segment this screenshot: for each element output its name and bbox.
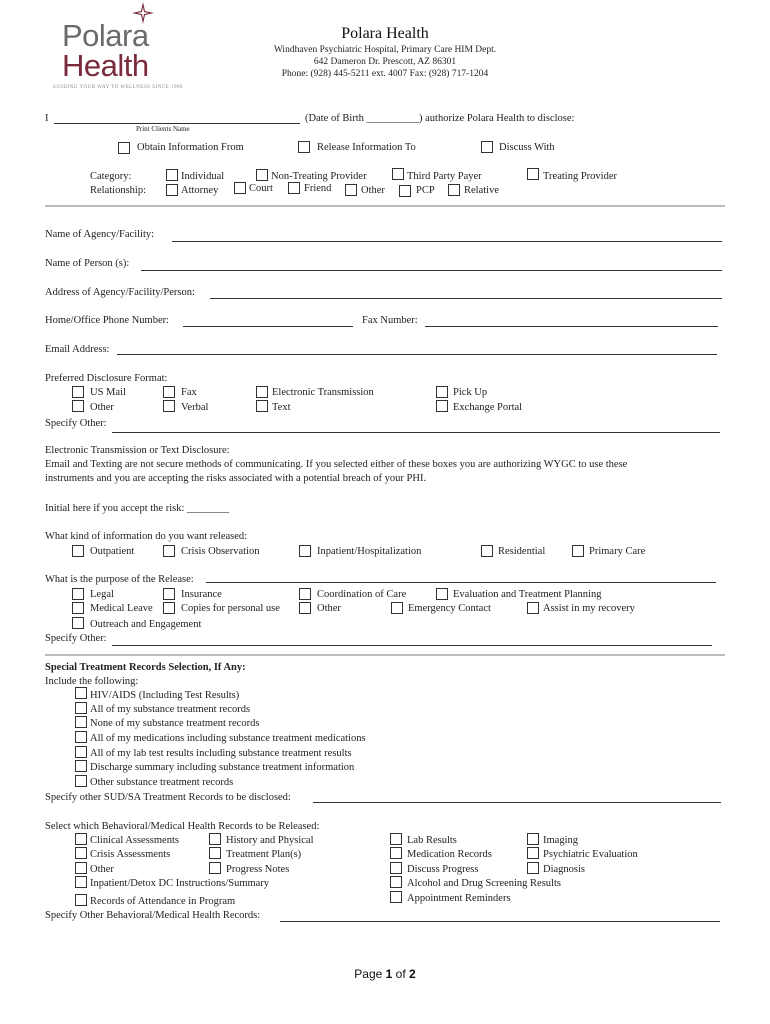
verbal-checkbox[interactable] (163, 400, 175, 412)
fax-field[interactable] (425, 326, 718, 327)
address-line-1: Windhaven Psychiatric Hospital, Primary Care HIM Dept. (273, 45, 497, 55)
format-other-checkbox[interactable] (72, 400, 84, 412)
exchange-portal-label: Exchange Portal (453, 402, 523, 413)
authorize-dob-text: (Date of Birth __________) authorize Polara Health to disclose: (305, 113, 575, 124)
medical-leave-checkbox[interactable] (72, 602, 84, 614)
residential-checkbox[interactable] (481, 545, 493, 557)
special-specify-label: Specify other SUD/SA Treatment Records to be disclosed: (45, 792, 291, 803)
obtain-info-checkbox[interactable] (118, 142, 130, 154)
medical-leave-label: Medical Leave (90, 603, 153, 614)
appointment-reminders-label: Appointment Reminders (407, 893, 511, 904)
residential-label: Residential (498, 546, 546, 557)
address-line-2: 642 Dameron Dr. Prescott, AZ 86301 (313, 57, 457, 67)
info-kind-heading: What kind of information do you want released: (45, 531, 248, 542)
diagnosis-checkbox[interactable] (527, 862, 539, 874)
logo-health: Health (62, 48, 149, 83)
outreach-label: Outreach and Engagement (90, 619, 202, 630)
pcp-label: PCP (416, 185, 435, 196)
behavioral-specify-label: Specify Other Behavioral/Medical Health Records: (45, 910, 261, 921)
copies-personal-label: Copies for personal use (181, 603, 280, 614)
relationship-label: Relationship: (90, 185, 146, 196)
us-mail-label: US Mail (90, 387, 126, 398)
inpatient-checkbox[interactable] (299, 545, 311, 557)
pcp-checkbox[interactable] (399, 185, 411, 197)
section-divider-2 (45, 654, 725, 656)
lab-tests-label: All of my lab test results including substance treatment results (90, 748, 352, 759)
crisis-assessments-label: Crisis Assessments (90, 849, 171, 860)
court-label: Court (249, 183, 273, 194)
insurance-label: Insurance (181, 589, 222, 600)
initial-risk-label: Initial here if you accept the risk: ________ (45, 503, 229, 514)
relative-label: Relative (464, 185, 499, 196)
lab-results-checkbox[interactable] (390, 833, 402, 845)
other-substance-checkbox[interactable] (75, 775, 87, 787)
legal-label: Legal (90, 589, 114, 600)
none-substance-label: None of my substance treatment records (90, 718, 260, 729)
primary-care-checkbox[interactable] (572, 545, 584, 557)
person-label: Name of Person (s): (45, 258, 130, 269)
electronic-warning-1: Email and Texting are not secure methods of communicating. If you selected either of these boxes you are authorizing WYGC to use these (45, 459, 628, 470)
purpose-field[interactable] (206, 582, 716, 583)
friend-checkbox[interactable] (288, 182, 300, 194)
page-total: 2 (409, 967, 416, 981)
individual-checkbox[interactable] (166, 169, 178, 181)
client-name-field[interactable] (54, 123, 300, 124)
appointment-reminders-checkbox[interactable] (390, 891, 402, 903)
lab-results-label: Lab Results (407, 835, 457, 846)
all-substance-checkbox[interactable] (75, 702, 87, 714)
discuss-progress-label: Discuss Progress (407, 864, 479, 875)
outpatient-checkbox[interactable] (72, 545, 84, 557)
evaluation-planning-checkbox[interactable] (436, 588, 448, 600)
imaging-checkbox[interactable] (527, 833, 539, 845)
agency-label: Name of Agency/Facility: (45, 229, 155, 240)
section-divider (45, 205, 725, 207)
insurance-checkbox[interactable] (163, 588, 175, 600)
logo-polara: Polara (62, 18, 149, 53)
pick-up-label: Pick Up (453, 387, 488, 398)
inpatient-detox-checkbox[interactable] (75, 876, 87, 888)
coordination-of-care-checkbox[interactable] (299, 588, 311, 600)
assist-recovery-label: Assist in my recovery (543, 603, 635, 614)
history-physical-checkbox[interactable] (209, 833, 221, 845)
diagnosis-label: Diagnosis (543, 864, 585, 875)
email-label: Email Address: (45, 344, 110, 355)
medication-records-label: Medication Records (407, 849, 492, 860)
format-other-label: Other (90, 402, 114, 413)
category-other-checkbox[interactable] (345, 184, 357, 196)
attorney-checkbox[interactable] (166, 184, 178, 196)
behavioral-heading: Select which Behavioral/Medical Health Records to be Released: (45, 821, 320, 832)
discuss-with-label: Discuss With (499, 142, 555, 153)
clinical-assessments-label: Clinical Assessments (90, 835, 179, 846)
lab-tests-checkbox[interactable] (75, 746, 87, 758)
treating-provider-checkbox[interactable] (527, 168, 539, 180)
medication-records-checkbox[interactable] (390, 847, 402, 859)
outreach-checkbox[interactable] (72, 617, 84, 629)
all-substance-label: All of my substance treatment records (90, 704, 251, 715)
primary-care-label: Primary Care (589, 546, 646, 557)
page-prefix: Page (354, 967, 386, 981)
document-title: Polara Health (341, 25, 429, 42)
text-label: Text (272, 402, 291, 413)
inpatient-detox-label: Inpatient/Detox DC Instructions/Summary (90, 878, 270, 889)
address-field[interactable] (210, 298, 722, 299)
crisis-observation-label: Crisis Observation (181, 546, 260, 557)
page-footer (0, 967, 770, 981)
address-label: Address of Agency/Facility/Person: (45, 287, 195, 298)
psychiatric-evaluation-label: Psychiatric Evaluation (543, 849, 638, 860)
inpatient-label: Inpatient/Hospitalization (317, 546, 422, 557)
release-info-checkbox[interactable] (298, 141, 310, 153)
alcohol-drug-label: Alcohol and Drug Screening Results (407, 878, 561, 889)
relative-checkbox[interactable] (448, 184, 460, 196)
special-include-label: Include the following: (45, 676, 139, 687)
purpose-specify-label: Specify Other: (45, 633, 107, 644)
format-specify-field[interactable] (112, 432, 720, 433)
records-attendance-label: Records of Attendance in Program (90, 896, 236, 907)
imaging-label: Imaging (543, 835, 578, 846)
category-other-label: Other (361, 185, 385, 196)
electronic-transmission-label: Electronic Transmission (272, 387, 374, 398)
special-heading: Special Treatment Records Selection, If Any: (45, 662, 246, 673)
evaluation-planning-label: Evaluation and Treatment Planning (453, 589, 602, 600)
crisis-assessments-checkbox[interactable] (75, 847, 87, 859)
discharge-summary-label: Discharge summary including substance treatment information (90, 762, 355, 773)
progress-notes-label: Progress Notes (226, 864, 290, 875)
court-checkbox[interactable] (234, 182, 246, 194)
text-checkbox[interactable] (256, 400, 268, 412)
email-field[interactable] (117, 354, 717, 355)
emergency-contact-checkbox[interactable] (391, 602, 403, 614)
other-substance-label: Other substance treatment records (90, 777, 234, 788)
purpose-other-label: Other (317, 603, 341, 614)
emergency-contact-label: Emergency Contact (408, 603, 491, 614)
page-number: 1 (385, 967, 393, 981)
electronic-warning-2: instruments and you are accepting the risks associated with a potential breach of your PHI. (45, 473, 427, 484)
treatment-plans-checkbox[interactable] (209, 847, 221, 859)
none-substance-checkbox[interactable] (75, 716, 87, 728)
outpatient-label: Outpatient (90, 546, 135, 557)
discharge-summary-checkbox[interactable] (75, 760, 87, 772)
purpose-heading: What is the purpose of the Release: (45, 574, 194, 585)
us-mail-checkbox[interactable] (72, 386, 84, 398)
clinical-assessments-checkbox[interactable] (75, 833, 87, 845)
crisis-observation-checkbox[interactable] (163, 545, 175, 557)
treatment-plans-label: Treatment Plan(s) (226, 849, 302, 860)
page-of: of (392, 967, 410, 981)
fax-checkbox[interactable] (163, 386, 175, 398)
logo-tagline: GUIDING YOUR WAY TO WELLNESS SINCE 1988 (53, 85, 183, 90)
purpose-other-checkbox[interactable] (299, 602, 311, 614)
phone-label: Home/Office Phone Number: (45, 315, 170, 326)
format-specify-label: Specify Other: (45, 418, 107, 429)
behavioral-specify-field[interactable] (280, 921, 720, 922)
person-field[interactable] (141, 270, 722, 271)
legal-checkbox[interactable] (72, 588, 84, 600)
discuss-with-checkbox[interactable] (481, 141, 493, 153)
non-treating-provider-label: Non-Treating Provider (271, 171, 367, 182)
fax-label: Fax Number: (362, 315, 418, 326)
coordination-of-care-label: Coordination of Care (317, 589, 407, 600)
disclosure-format-heading: Preferred Disclosure Format: (45, 373, 168, 384)
assist-recovery-checkbox[interactable] (527, 602, 539, 614)
fax-option-label: Fax (181, 387, 197, 398)
third-party-payer-label: Third Party Payer (407, 171, 482, 182)
agency-field[interactable] (172, 241, 722, 242)
phone-field[interactable] (183, 326, 353, 327)
hiv-aids-label: HIV/AIDS (Including Test Results) (90, 690, 240, 701)
history-physical-label: History and Physical (226, 835, 314, 846)
medications-checkbox[interactable] (75, 731, 87, 743)
discuss-progress-checkbox[interactable] (390, 862, 402, 874)
pick-up-checkbox[interactable] (436, 386, 448, 398)
behavioral-other-checkbox[interactable] (75, 862, 87, 874)
copies-personal-checkbox[interactable] (163, 602, 175, 614)
records-attendance-checkbox[interactable] (75, 894, 87, 906)
verbal-label: Verbal (181, 402, 209, 413)
exchange-portal-checkbox[interactable] (436, 400, 448, 412)
special-specify-field[interactable] (313, 802, 721, 803)
psychiatric-evaluation-checkbox[interactable] (527, 847, 539, 859)
obtain-info-label: Obtain Information From (137, 142, 244, 153)
hiv-aids-checkbox[interactable] (75, 687, 87, 699)
purpose-specify-field[interactable] (112, 645, 712, 646)
release-info-label: Release Information To (317, 142, 416, 153)
third-party-payer-checkbox[interactable] (392, 168, 404, 180)
alcohol-drug-checkbox[interactable] (390, 876, 402, 888)
print-name-label: Print Clients Name (136, 125, 190, 133)
electronic-heading: Electronic Transmission or Text Disclosure: (45, 445, 230, 456)
individual-label: Individual (181, 171, 225, 182)
category-label: Category: (90, 171, 132, 182)
attorney-label: Attorney (181, 185, 219, 196)
friend-label: Friend (304, 183, 332, 194)
contact-line: Phone: (928) 445-5211 ext. 4007 Fax: (928) 717-1204 (281, 69, 489, 79)
behavioral-other-label: Other (90, 864, 114, 875)
medications-label: All of my medications including substance treatment medications (90, 733, 366, 744)
non-treating-provider-checkbox[interactable] (256, 169, 268, 181)
electronic-transmission-checkbox[interactable] (256, 386, 268, 398)
treating-provider-label: Treating Provider (543, 171, 617, 182)
authorize-prefix: I (45, 113, 49, 124)
progress-notes-checkbox[interactable] (209, 862, 221, 874)
